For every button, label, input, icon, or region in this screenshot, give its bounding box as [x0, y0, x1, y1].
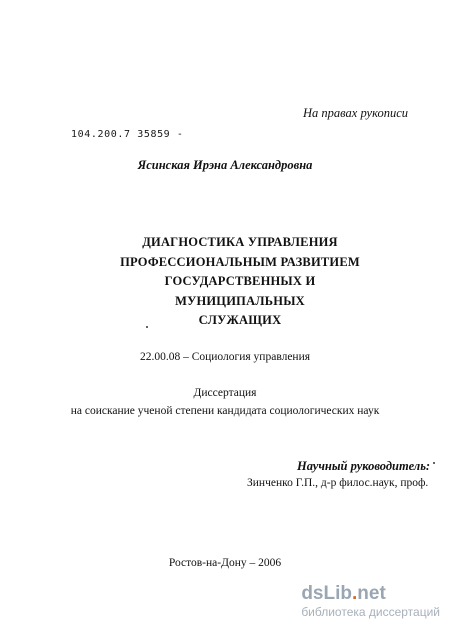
place-and-year: Ростов-на-Дону – 2006 [168, 557, 282, 569]
supervisor-label: Научный руководитель: [297, 459, 431, 473]
specialty-code: 22.00.08 – Социология управления [139, 351, 311, 363]
title-line: ПРОФЕССИОНАЛЬНЫМ РАЗВИТИЕМ [120, 254, 360, 269]
title-line: ГОСУДАРСТВЕННЫХ И МУНИЦИПАЛЬНЫХ [164, 274, 316, 308]
watermark-logo: ds Lib . net [301, 583, 386, 604]
supervisor-name: Зинченко Г.П., д-р филос.наук, проф. [247, 477, 429, 489]
scan-speck [146, 326, 148, 328]
author-name: Ясинская Ирэна Александровна [137, 158, 313, 172]
title-line: ДИАГНОСТИКА УПРАВЛЕНИЯ [142, 235, 338, 249]
dissertation-type: Диссертация [193, 387, 257, 399]
scan-speck [433, 462, 435, 464]
registration-number: 104.200.7 35859 - [71, 129, 184, 140]
rights-notice: На правах рукописи [303, 106, 408, 120]
dslib-watermark [301, 584, 440, 619]
dissertation-title [100, 233, 380, 331]
degree-description: на соискание ученой степени кандидата социологических наук [70, 405, 380, 417]
title-line: СЛУЖАЩИХ [198, 313, 282, 327]
watermark-subtitle: библиотека диссертаций [301, 605, 440, 619]
